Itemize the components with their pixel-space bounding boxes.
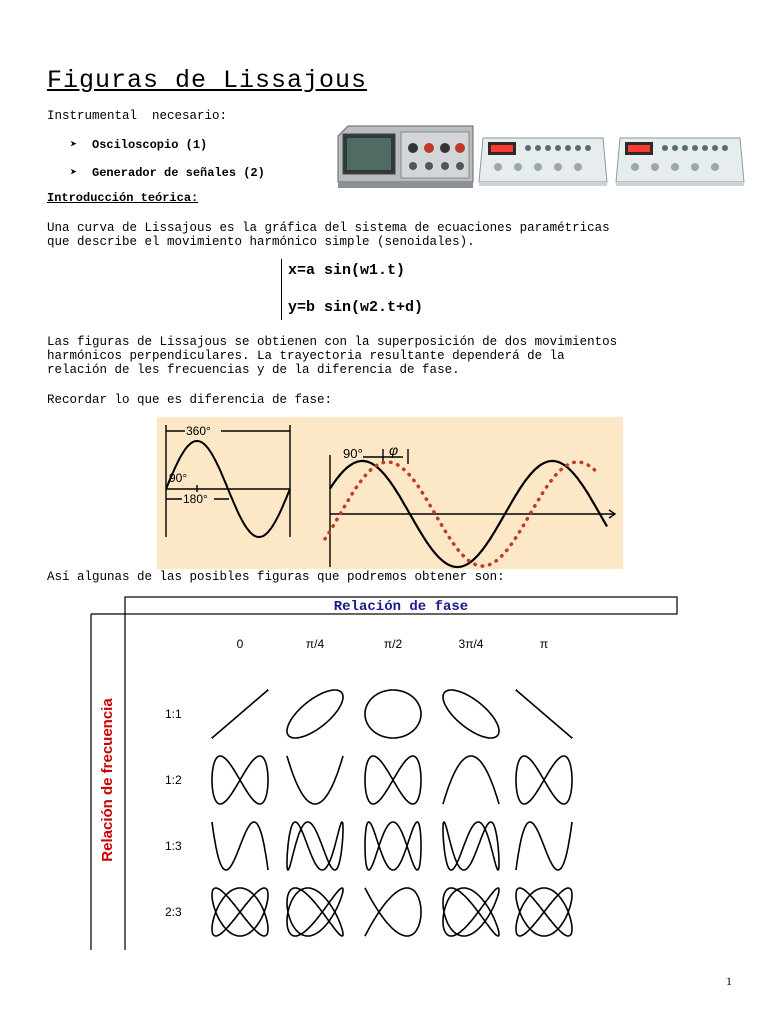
ratio-label-2: 1:3 (165, 839, 182, 853)
ratio-label-3: 2:3 (165, 905, 182, 919)
lissajous-figures-table (89, 596, 679, 952)
phase-label-1: π/4 (305, 637, 325, 651)
signal-generator-image (479, 138, 607, 186)
intro-line-2: que describe el movimiento harmónico simple (senoidales). (47, 235, 475, 249)
equation-x: x=a sin(w1.t) (288, 262, 406, 279)
phase-difference-diagram (157, 417, 623, 569)
ratio-label-0: 1:1 (165, 707, 182, 721)
figures-intro: Así algunas de las posibles figuras que podremos obtener son: (47, 570, 505, 584)
phase-label-0: 0 (236, 637, 244, 651)
arrow-bullet-icon: ➤ (70, 138, 78, 152)
paragraph-2-line-1: Las figuras de Lissajous se obtienen con la superposición de dos movimientos (47, 335, 618, 349)
frequency-side-label: Relación de frecuencia (99, 698, 116, 862)
lissajous-figure (516, 756, 572, 804)
lissajous-figure (365, 888, 421, 936)
lissajous-figure (443, 756, 499, 804)
lissajous-figure (287, 822, 343, 870)
instrumental-label: Instrumental necesario: (47, 109, 228, 123)
label-360: 360° (186, 424, 211, 438)
ratio-label-1: 1:2 (165, 773, 182, 787)
lissajous-figure (365, 822, 421, 870)
page-title: Figuras de Lissajous (47, 66, 368, 95)
lissajous-figure (212, 822, 268, 870)
instrument-photos (333, 122, 748, 190)
intro-heading: Introducción teórica: (47, 191, 199, 205)
paragraph-2-line-3: relación de les frecuencias y de la diferencia de fase. (47, 363, 460, 377)
instrument-item-oscilloscope: ➤ Osciloscopio (1) (70, 138, 208, 152)
lissajous-figure (212, 690, 268, 738)
lissajous-figure (443, 822, 499, 870)
label-90-right: 90° (343, 446, 363, 461)
lissajous-figure (443, 690, 499, 738)
lissajous-figure (365, 756, 421, 804)
phase-label-2: π/2 (383, 637, 403, 651)
lissajous-figure (365, 690, 421, 738)
intro-line-1: Una curva de Lissajous es la gráfica del sistema de ecuaciones paramétricas (47, 221, 610, 235)
page-number: 1 (726, 974, 732, 988)
lissajous-figure (516, 690, 572, 738)
oscilloscope-image (338, 126, 473, 188)
phase-label-4: π (539, 637, 549, 651)
label-90: 90° (169, 471, 188, 485)
phase-header: Relación de fase (333, 599, 469, 615)
lissajous-figure (516, 888, 572, 936)
paragraph-2-line-2: harmónicos perpendiculares. La trayectoria resultante dependerá de la (47, 349, 565, 363)
arrow-bullet-icon: ➤ (70, 166, 78, 180)
recall-text: Recordar lo que es diferencia de fase: (47, 393, 333, 407)
equation-y: y=b sin(w2.t+d) (288, 299, 424, 316)
signal-generator-image (616, 138, 744, 186)
lissajous-figure (212, 756, 268, 804)
lissajous-figure (443, 888, 499, 936)
label-180: 180° (183, 492, 208, 506)
lissajous-figure (516, 822, 572, 870)
instrument-item-generator: ➤ Generador de señales (2) (70, 166, 265, 180)
lissajous-figure (287, 888, 343, 936)
lissajous-figure (287, 756, 343, 804)
lissajous-figure (287, 690, 343, 738)
phi-symbol: φ (389, 442, 399, 458)
equation-brace (281, 259, 282, 320)
lissajous-figure (212, 888, 268, 936)
phase-label-3: 3π/4 (458, 637, 484, 651)
